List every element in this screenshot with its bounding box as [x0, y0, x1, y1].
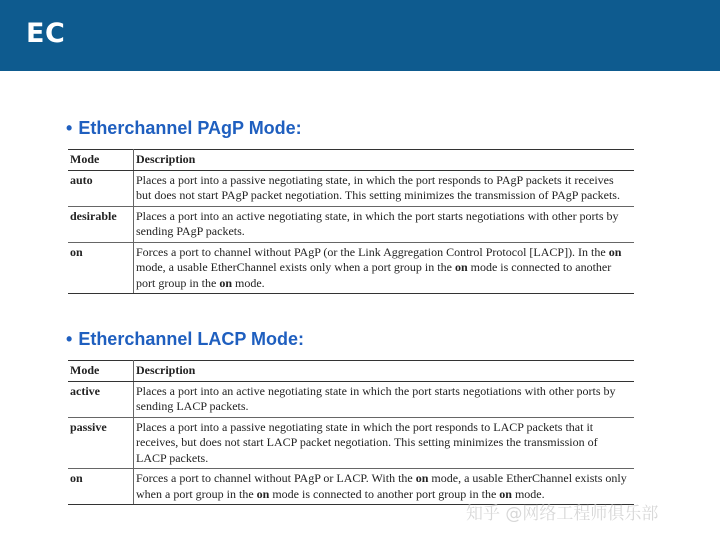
watermark: 知乎 @网络工程师俱乐部: [466, 504, 659, 524]
mode-cell: desirable: [68, 206, 134, 242]
table-header-row: [68, 150, 634, 171]
col-header-description: Description: [134, 150, 635, 171]
mode-cell: on: [68, 242, 134, 294]
description-cell: Places a port into an active negotiating state, in which the port starts negotiations with other ports by sending PAgP packets.: [134, 206, 635, 242]
lacp-heading-text: Etherchannel LACP Mode:: [78, 329, 305, 349]
table-row: [68, 170, 634, 206]
description-cell: Places a port into an active negotiating state in which the port starts negotiations with other ports by sending LACP packets.: [134, 381, 635, 417]
description-cell: Places a port into a passive negotiating state, in which the port responds to PAgP packets it receives but does not start PAgP packet negotiation. This setting minimizes the transmission of PAgP packets.: [134, 170, 635, 206]
table-header-row: [68, 361, 634, 382]
table-row: [68, 381, 634, 417]
lacp-mode-table: [68, 360, 634, 505]
mode-cell: active: [68, 381, 134, 417]
pagp-heading: [66, 118, 302, 139]
bullet: •: [66, 329, 73, 349]
mode-cell: auto: [68, 170, 134, 206]
mode-cell: passive: [68, 417, 134, 469]
table-row: [68, 206, 634, 242]
bullet: •: [66, 118, 73, 138]
description-cell: Forces a port to channel without PAgP or LACP. With the on mode, a usable EtherChannel exists only when a port group in the on mode is connected to another port group in the on mode.: [134, 469, 635, 505]
lacp-heading: [66, 329, 304, 350]
description-cell: Forces a port to channel without PAgP (or the Link Aggregation Control Protocol [LACP]). In the on mode, a usable EtherChannel exists only when a port group in the on mode is connected to another port group in the on mode.: [134, 242, 635, 294]
title-bar: [0, 0, 720, 71]
mode-cell: on: [68, 469, 134, 505]
pagp-mode-table: [68, 149, 634, 294]
col-header-mode: Mode: [68, 361, 134, 382]
col-header-mode: Mode: [68, 150, 134, 171]
table-row: [68, 417, 634, 469]
slide-title: EC: [26, 18, 66, 49]
description-cell: Places a port into a passive negotiating state in which the port responds to LACP packets that it receives, but does not start LACP packet negotiation. This setting minimizes the transmission of LACP packets.: [134, 417, 635, 469]
table-row: [68, 242, 634, 294]
col-header-description: Description: [134, 361, 635, 382]
pagp-heading-text: Etherchannel PAgP Mode:: [78, 118, 302, 138]
